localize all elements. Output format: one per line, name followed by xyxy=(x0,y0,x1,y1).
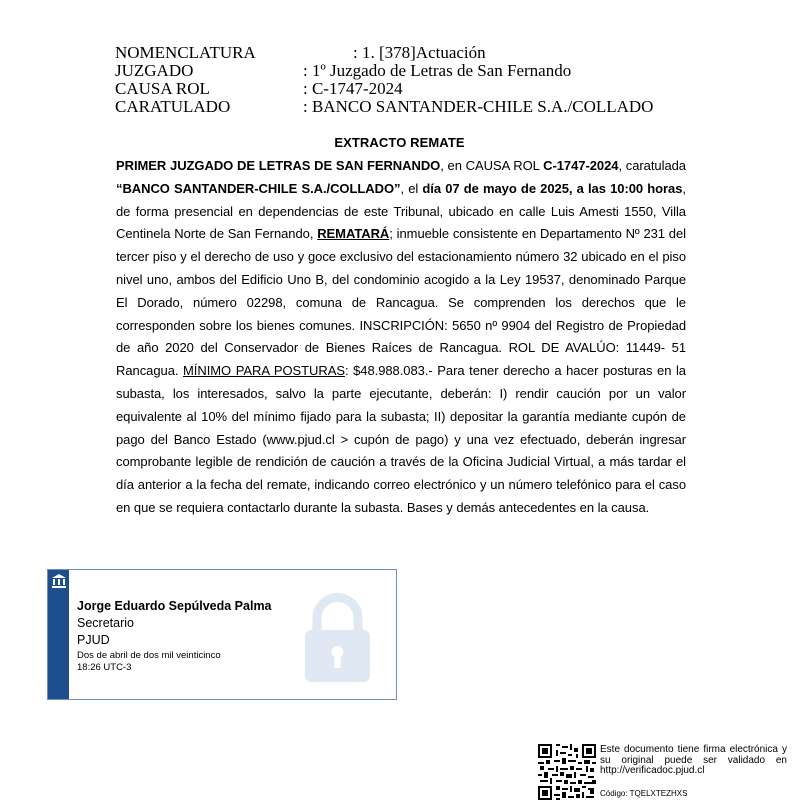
body-text-4: , de forma presencial en dependencias de este Tribunal, ubicado en calle Luis Amesti 1550, Villa Centinela Norte de San Fernando, xyxy=(116,180,686,242)
body-text-3: , el xyxy=(400,180,423,196)
signature-side-bar xyxy=(48,570,69,699)
body-text-1: , en CAUSA ROL xyxy=(440,158,544,173)
nomenclatura-label: NOMENCLATURA xyxy=(115,43,256,62)
header-row-causa xyxy=(115,80,755,98)
courthouse-icon xyxy=(51,573,67,589)
case-caption: “BANCO SANTANDER-CHILE S.A./COLLADO” xyxy=(116,180,401,196)
header-row-caratulado xyxy=(115,98,755,116)
electronic-signature-box xyxy=(47,569,397,700)
juzgado-label: JUZGADO xyxy=(115,61,194,80)
body-text-6: : $48.988.083.- Para tener derecho a hacer posturas en la subasta, los interesados, salvo la parte ejecutante, deberán: I) rendir caución por un valor equivalente al 10% del mínimo fijado para la subasta; II) depositar la garantía mediante cupón de pago del Banco Estado (www.pjud.cl > cupón de pago) y una vez efectuado, deberán ingresar comprobante legible de rendición de caución a través de la Oficina Judicial Virtual, a más tardar el día anterior a la fecha del remate, indicando correo electrónico y un número telefónico para el caso en que se requiera contactarlo durante la subasta. Bases y demás antecedentes en la causa. xyxy=(116,363,686,515)
body-text-2: , caratulada xyxy=(618,158,686,173)
header-row-nomenclatura xyxy=(115,44,755,62)
qr-code-icon xyxy=(538,744,596,800)
causa-value: : C-1747-2024 xyxy=(303,79,403,98)
document-title: EXTRACTO REMATE xyxy=(334,135,465,150)
court-name: PRIMER JUZGADO DE LETRAS DE SAN FERNANDO xyxy=(116,158,441,173)
juzgado-value: : 1º Juzgado de Letras de San Fernando xyxy=(303,61,572,80)
verification-code: Código: TQELXTEZHXS xyxy=(600,789,688,798)
auction-extract-paragraph xyxy=(116,155,686,520)
header-row-juzgado xyxy=(115,62,755,80)
causa-label: CAUSA ROL xyxy=(115,79,210,98)
signature-time: 18:26 UTC-3 xyxy=(77,662,132,673)
auction-date: día 07 de mayo de 2025, a las 10:00 horas xyxy=(422,180,683,196)
nomenclatura-value: : 1. [378]Actuación xyxy=(353,43,486,62)
signature-date: Dos de abril de dos mil veinticinco xyxy=(77,650,221,661)
rematara-keyword: REMATARÁ xyxy=(317,226,390,242)
signer-institution: PJUD xyxy=(77,633,110,647)
body-text-5: ; inmueble consistente en Departamento Nº 231 del tercer piso y el derecho de uso y goce exclusivo del estacionamiento número 32 ubicado en el piso nivel uno, ambos del Edificio Uno B, del condominio acogido a la Ley 19537, denominado Parque El Dorado, número 02298, comuna de Rancagua. Se comprenden los derechos que le corresponden sobre los bienes comunes. INSCRIPCIÓN: 5650 nº 9904 del Registro de Propiedad de año 2020 del Conservador de Bienes Raíces de Rancagua. ROL DE AVALÚO: 11449- 51 Rancagua. xyxy=(116,226,686,379)
caratulado-value: : BANCO SANTANDER-CHILE S.A./COLLADO xyxy=(303,97,654,116)
signer-name: Jorge Eduardo Sepúlveda Palma xyxy=(77,599,272,613)
padlock-watermark-icon xyxy=(300,590,375,685)
case-header xyxy=(115,44,755,116)
case-rol: C-1747-2024 xyxy=(543,158,619,173)
minimum-bid-label: MÍNIMO PARA POSTURAS xyxy=(183,363,345,379)
caratulado-label: CARATULADO xyxy=(115,97,231,116)
signer-role: Secretario xyxy=(77,616,134,630)
verification-notice: Este documento tiene firma electrónica y su original puede ser validado en http://verificadoc.pjud.cl xyxy=(600,744,787,776)
